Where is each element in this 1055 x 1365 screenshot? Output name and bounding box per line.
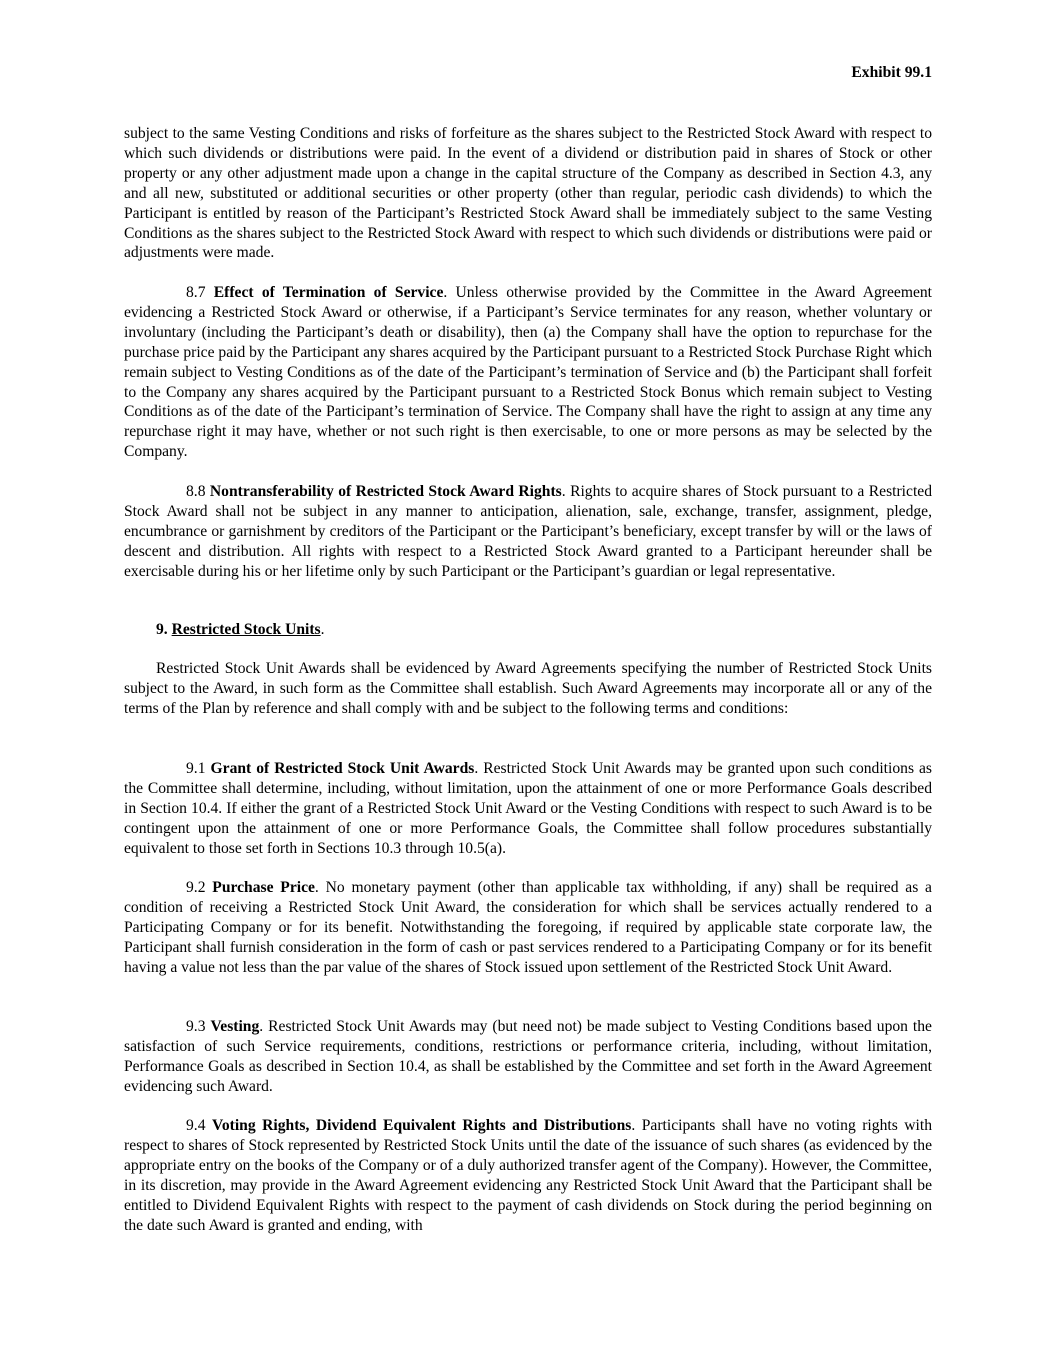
section-number: 8.8 bbox=[186, 483, 206, 500]
section-number: 8.7 bbox=[186, 284, 206, 301]
section-text: . Restricted Stock Unit Awards may be granted upon such conditions as the Committee shall determine, including, without limitation, upon the attainment of one or more Performance Goals described in Section 10.4. If either the grant of a Restricted Stock Unit Award or the Vesting Conditions with respect to such Award is to be contingent upon the attainment of one or more Performance Goals, the Committee shall follow procedures substantially equivalent to those set forth in Sections 10.3 through 10.5(a). bbox=[124, 760, 933, 857]
section-number: 9.1 bbox=[186, 760, 206, 777]
exhibit-label: Exhibit 99.1 bbox=[851, 64, 932, 81]
section-text: . Rights to acquire shares of Stock pursuant to a Restricted Stock Award shall not be subject in any manner to anticipation, alienation, sale, exchange, transfer, assignment, pledge, encumbrance or garnishment by creditors of the Participant or the Participant’s beneficiary, except transfer by will or the laws of descent and distribution. All rights with respect to a Restricted Stock Award granted to a Participant hereunder shall be exercisable during his or her lifetime only by such Participant or the Participant’s guardian or legal representative. bbox=[124, 483, 932, 580]
heading-suffix: . bbox=[320, 621, 325, 638]
section-title: Nontransferability of Restricted Stock Award Rights bbox=[209, 483, 562, 500]
section-title: Vesting bbox=[210, 1018, 260, 1035]
section-number: 9.2 bbox=[186, 879, 206, 896]
section-9-4 bbox=[124, 1116, 932, 1235]
section-title: Voting Rights, Dividend Equivalent Rights and Distributions bbox=[212, 1117, 632, 1134]
paragraph-text: subject to the same Vesting Conditions and risks of forfeiture as the shares subject to the Restricted Stock Award with respect to which such dividends or distributions were paid. In the event of a dividend or distribution paid in shares of Stock or other property or any other adjustment made upon a change in the capital structure of the Company as described in Section 4.3, any and all new, substituted or additional securities or other property (other than regular, periodic cash dividends) to which the Participant is entitled by reason of the Participant’s Restricted Stock Award shall be immediately subject to the same Vesting Conditions as the shares subject to the Restricted Stock Award with respect to which such dividends or distributions were paid or adjustments were made. bbox=[124, 125, 932, 262]
section-9-2 bbox=[124, 878, 932, 978]
section-text: . Restricted Stock Unit Awards may (but need not) be made subject to Vesting Conditions based upon the satisfaction of such Service requirements, conditions, restrictions or performance criteria, including, without limitation, Performance Goals as described in Section 10.4, as shall be established by the Committee and set forth in the Award Agreement evidencing such Award. bbox=[124, 1018, 932, 1095]
paragraph-continued bbox=[124, 124, 932, 263]
paragraph-text: Restricted Stock Unit Awards shall be evidenced by Award Agreements specifying the number of Restricted Stock Units subject to the Award, in such form as the Committee shall establish. Such Award Agreements may incorporate all or any of the terms of the Plan by reference and shall comply with and be subject to the following terms and conditions: bbox=[124, 660, 932, 717]
section-text: . Unless otherwise provided by the Committee in the Award Agreement evidencing a Restricted Stock Award or otherwise, if a Participant’s Service terminates for any reason, whether voluntary or involuntary (including the Participant’s death or disability), then (a) the Company shall have the option to repurchase for the purchase price paid by the Participant any shares acquired by the Participant pursuant to a Restricted Stock Purchase Right which remain subject to Vesting Conditions as of the date of the Participant’s termination of Service and (b) the Participant shall forfeit to the Company any shares acquired by the Participant pursuant to a Restricted Stock Bonus which remain subject to Vesting Conditions as of the date of the Participant’s termination of Service. The Company shall have the right to assign at any time any repurchase right it may have, whether or not such right is then exercisable, to one or more persons as may be selected by the Company. bbox=[124, 284, 933, 461]
section-title: Grant of Restricted Stock Unit Awards bbox=[210, 760, 475, 777]
section-title: Purchase Price bbox=[212, 879, 315, 896]
section-9-intro bbox=[124, 659, 932, 719]
section-8-8 bbox=[124, 482, 932, 582]
section-text: . No monetary payment (other than applicable tax withholding, if any) shall be required as a condition of receiving a Restricted Stock Unit Award, the consideration for which shall be services actually rendered to a Participating Company or for its benefit. Notwithstanding the foregoing, if required by applicable state corporate law, the Participant shall furnish consideration in the form of cash or past services rendered to a Participating Company or for its benefit having a value not less than the par value of the shares of Stock issued upon settlement of the Restricted Stock Unit Award. bbox=[124, 879, 932, 976]
section-number: 9.4 bbox=[186, 1117, 206, 1134]
section-title: Effect of Termination of Service bbox=[213, 284, 444, 301]
section-number: 9.3 bbox=[186, 1018, 206, 1035]
heading-title: Restricted Stock Units bbox=[171, 621, 321, 638]
section-text: . Participants shall have no voting rights with respect to shares of Stock represented by Restricted Stock Units until the date of the issuance of such shares (as evidenced by the appropriate entry on the books of the Company or of a duly authorized transfer agent of the Company). However, the Committee, in its discretion, may provide in the Award Agreement evidencing any Restricted Stock Unit Award that the Participant shall be entitled to Dividend Equivalent Rights with respect to the payment of cash dividends on Stock during the period beginning on the date such Award is granted and ending, with bbox=[124, 1117, 932, 1234]
section-8-7 bbox=[124, 283, 932, 462]
section-9-heading bbox=[156, 620, 325, 640]
section-9-3 bbox=[124, 1017, 932, 1097]
section-9-1 bbox=[124, 759, 932, 859]
heading-number: 9. bbox=[156, 621, 168, 638]
